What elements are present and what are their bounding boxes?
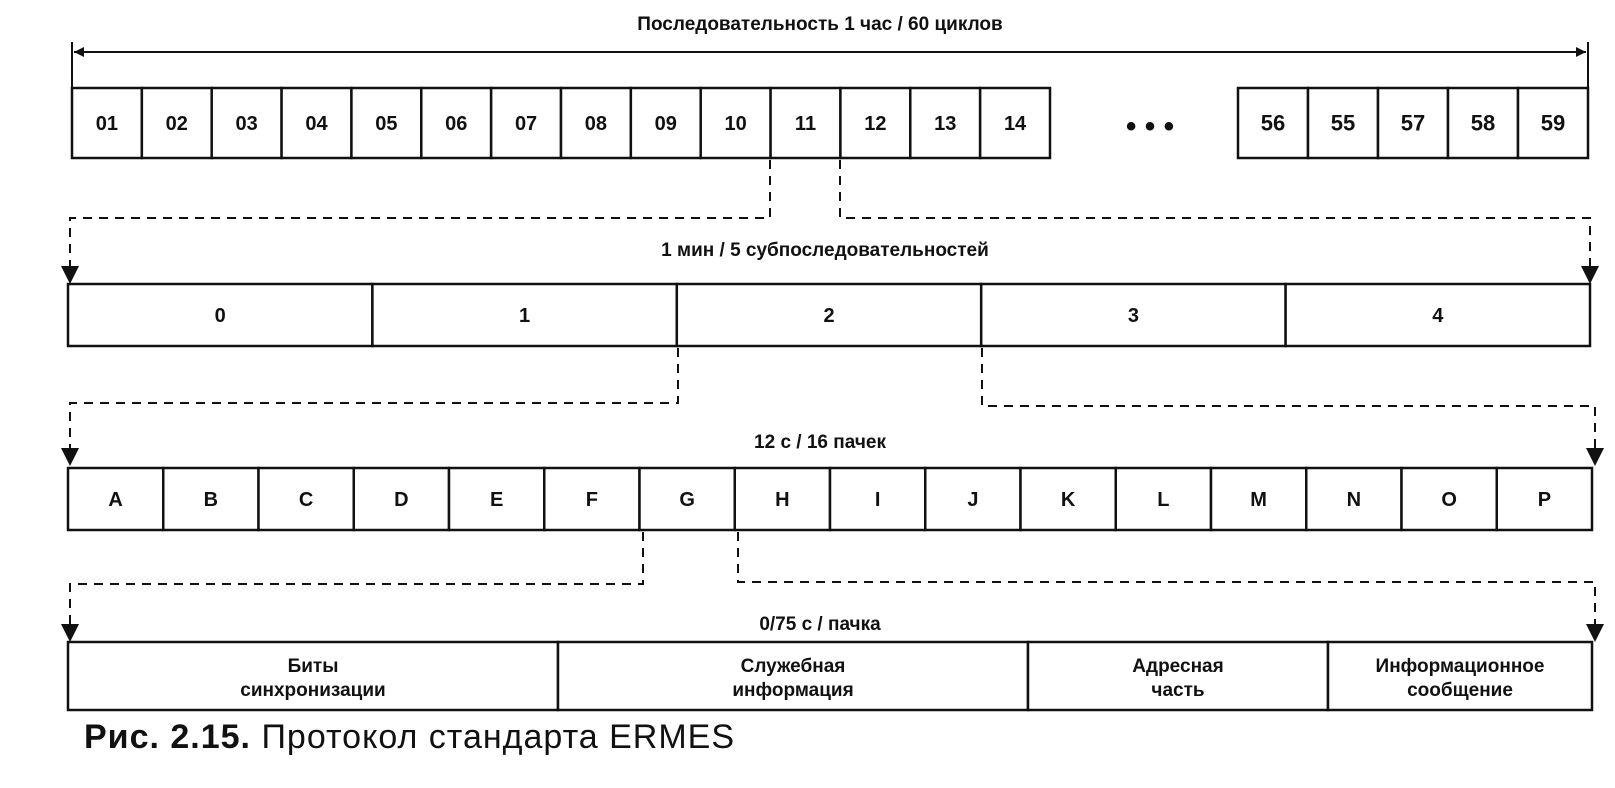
level4-cell-label-line1: Информационное (1375, 656, 1545, 677)
level3-cell-label: B (203, 489, 219, 511)
arrowhead-l4-left (61, 624, 79, 642)
level4-cell-label-line2: часть (1151, 680, 1205, 701)
level1-left-cell-label: 05 (375, 113, 398, 135)
level2-cell-label: 0 (214, 305, 226, 327)
level4-cell-label-line1: Адресная (1132, 656, 1224, 677)
level4-cell-label-line1: Биты (287, 656, 339, 677)
level3-cell-label: F (585, 489, 598, 511)
level1-right-cell-label: 55 (1330, 110, 1356, 136)
level1-cells-left (72, 88, 1050, 158)
level3-cell-label: I (874, 489, 881, 511)
level1-left-cell-label: 01 (95, 113, 119, 135)
level3-cell-label: O (1441, 489, 1457, 511)
caption-number: Рис. 2.15. (84, 718, 252, 756)
level3-cell-label: A (108, 489, 123, 511)
level1-left-cell-label: 13 (934, 113, 957, 135)
level1-left-cell-label: 10 (724, 113, 747, 135)
level1-left-cell-label: 04 (305, 113, 328, 135)
level3-cell-label: C (298, 489, 314, 511)
level2-cell-label: 3 (1127, 305, 1139, 327)
level4-cell-label-line2: сообщение (1407, 680, 1513, 701)
level1-title: Последовательность 1 час / 60 циклов (637, 14, 1003, 35)
level1-left-cell-label: 06 (445, 113, 468, 135)
level1-right-cell-label: 56 (1260, 110, 1286, 136)
level3-cell-label: E (489, 489, 504, 511)
level1-left-cell-label: 07 (514, 113, 538, 135)
arrowhead-l2-right (1581, 266, 1599, 284)
level1-left-cell-label: 02 (165, 113, 188, 135)
level3-cells (68, 468, 1592, 530)
caption-text: Протокол стандарта ERMES (261, 718, 736, 756)
level3-title: 12 с / 16 пачек (754, 432, 886, 453)
level2-title: 1 мин / 5 субпоследовательностей (661, 240, 989, 261)
level3-cell-label: L (1157, 489, 1170, 511)
level4-cells (68, 642, 1592, 710)
level3-cell-label: P (1537, 489, 1552, 511)
level3-cell-label: K (1060, 489, 1076, 511)
level1-left-cell-label: 11 (794, 113, 817, 135)
level4-cell-label-line2: информация (732, 680, 854, 701)
level4-cell-label-line1: Служебная (740, 656, 846, 677)
level1-left-cell-label: 09 (654, 113, 677, 135)
arrowhead-l3-left (61, 448, 79, 466)
level2-cell-label: 4 (1432, 305, 1444, 327)
figure-caption (84, 718, 735, 757)
level1-left-cell-label: 03 (235, 113, 258, 135)
level1-right-cell-label: 58 (1470, 110, 1496, 136)
level3-cell-label: G (679, 489, 695, 511)
level1-left-cell-label: 14 (1003, 113, 1027, 135)
level2-cell-label: 1 (519, 305, 531, 327)
level3-cell-label: D (394, 489, 409, 511)
level2-cells (68, 284, 1590, 346)
level3-cell-label: M (1250, 489, 1267, 511)
level1-right-cell-label: 57 (1400, 110, 1426, 136)
level2-cell-label: 2 (823, 305, 835, 327)
level3-cell-label: N (1346, 489, 1362, 511)
level4-cell-label-line2: синхронизации (240, 680, 386, 701)
arrowhead-l3-right (1586, 448, 1604, 466)
level3-cell-label: H (775, 489, 790, 511)
arrowhead-l4-right (1586, 624, 1604, 642)
expand-connector-3-to-4 (70, 532, 1595, 626)
level3-cell-label: J (967, 489, 979, 511)
level1-left-cell-label: 08 (584, 113, 608, 135)
level1-right-cell-label: 59 (1540, 110, 1566, 136)
level1-left-cell-label: 12 (864, 113, 887, 135)
level4-title: 0/75 с / пачка (759, 614, 881, 635)
arrowhead-l2-left (61, 266, 79, 284)
level1-cells-right (1238, 88, 1588, 158)
level1-ellipsis: • • • (1125, 110, 1175, 143)
